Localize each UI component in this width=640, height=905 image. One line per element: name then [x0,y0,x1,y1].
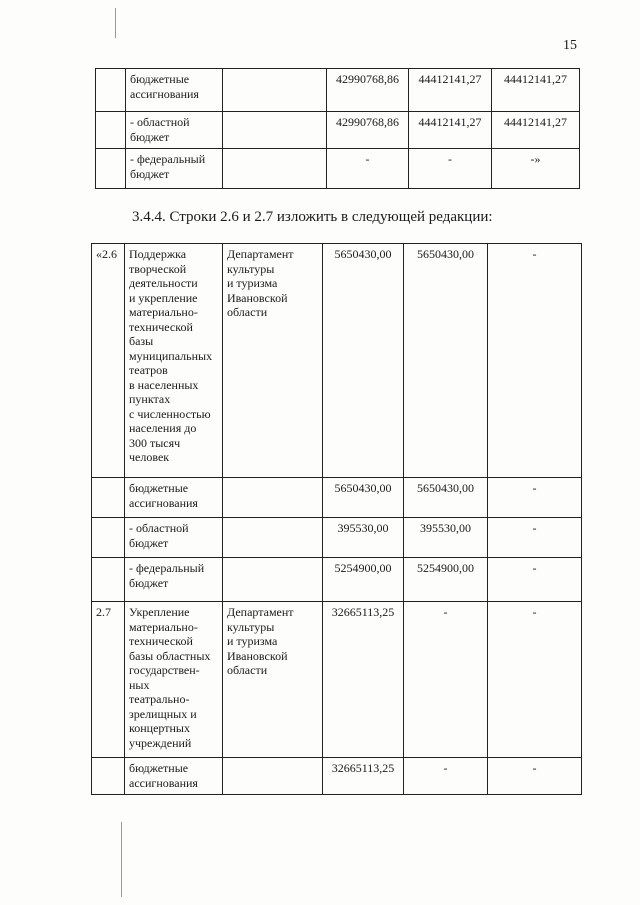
section-paragraph: 3.4.4. Строки 2.6 и 2.7 изложить в следующей редакции: [132,209,493,225]
row-name-cell [126,149,223,189]
value-cell-3: 44412141,27 [492,112,580,149]
row-name-cell-line: бюджетные [129,761,189,775]
department-cell-line: Департамент [227,605,294,619]
department-cell [223,69,327,112]
value-cell-1: 42990768,86 [327,69,409,112]
value-cell-1: 5650430,00 [323,478,404,518]
row-number-cell: 2.7 [92,602,125,758]
row-name-cell-line: базы областных [129,648,211,663]
row-name-cell-line: базы [129,334,154,348]
department-cell-line: области [227,305,268,319]
table-row [92,518,582,558]
row-name-cell-line: материально- [129,305,198,319]
row-name-cell-line: зрелищных и [129,706,197,721]
row-name-cell-line: технической [129,634,193,648]
row-name-cell-line: - федеральный [129,561,205,575]
row-name-cell-line: человек [129,450,170,464]
row-name-cell [125,478,223,518]
value-cell-2: 5650430,00 [404,478,488,518]
row-name-cell-line: муниципальных [129,348,213,363]
budget-table-main [91,243,582,795]
value-cell-2: 5650430,00 [404,244,488,478]
value-cell-3: -» [492,149,580,189]
table-row [92,244,582,478]
department-cell-line: культуры [227,619,275,634]
value-cell-3: 44412141,27 [492,69,580,112]
row-number-cell [92,558,125,602]
department-cell [223,112,327,149]
value-cell-3: - [488,602,582,758]
value-cell-1: 32665113,25 [323,758,404,795]
budget-table-top [95,68,580,189]
value-cell-2: 395530,00 [404,518,488,558]
row-name-cell-line: театрально- [129,692,190,706]
department-cell [223,244,323,478]
value-cell-1: 32665113,25 [323,602,404,758]
row-name-cell [125,602,223,758]
row-name-cell [125,758,223,795]
value-cell-3: - [488,758,582,795]
department-cell [223,478,323,518]
row-number-cell [92,758,125,795]
row-name-cell-line: бюджет [129,575,169,590]
page-number: 15 [563,38,577,53]
row-name-cell-line: материально- [129,619,198,634]
department-cell-line: Ивановской [227,290,288,305]
row-name-cell-line: - областной [129,521,189,535]
value-cell-3: - [488,518,582,558]
value-cell-2: 44412141,27 [409,69,492,112]
value-cell-1: - [327,149,409,189]
value-cell-1: 5254900,00 [323,558,404,602]
department-cell-line: области [227,663,268,677]
row-name-cell [126,112,223,149]
row-name-cell-line: учреждений [129,735,192,750]
row-name-cell-line: бюджет [130,129,170,144]
row-name-cell-line: ассигнования [130,86,199,101]
value-cell-2: - [404,602,488,758]
row-number-cell [96,69,126,112]
value-cell-3: - [488,244,582,478]
value-cell-3: - [488,478,582,518]
row-name-cell [125,518,223,558]
row-number-cell [92,518,125,558]
row-name-cell-line: бюджет [129,535,169,550]
department-cell-line: и туризма [227,276,278,290]
table-row [92,602,582,758]
value-cell-1: 395530,00 [323,518,404,558]
department-cell-line: Ивановской [227,648,288,663]
row-name-cell-line: государствен- [129,663,200,677]
value-cell-1: 42990768,86 [327,112,409,149]
department-cell [223,518,323,558]
row-name-cell-line: пунктах [129,392,171,406]
row-name-cell-line: творческой [129,261,187,276]
row-number-cell [92,478,125,518]
value-cell-2: - [409,149,492,189]
department-cell-line: Департамент [227,247,294,261]
department-cell [223,758,323,795]
scan-artifact-line [121,822,122,897]
row-name-cell-line: Поддержка [129,247,187,261]
row-name-cell-line: в населенных [129,377,199,392]
value-cell-2: 5254900,00 [404,558,488,602]
row-name-cell-line: ассигнования [129,495,198,510]
row-name-cell-line: ассигнования [129,775,198,790]
department-cell [223,149,327,189]
scan-artifact-line [115,8,116,38]
row-number-cell [96,149,126,189]
department-cell-line: культуры [227,261,275,276]
row-name-cell-line: ных [129,677,150,692]
row-number-cell: «2.6 [92,244,125,478]
row-number-cell [96,112,126,149]
row-name-cell-line: деятельности [129,276,198,290]
row-name-cell-line: бюджет [130,166,170,181]
row-name-cell-line: бюджетные [129,481,189,495]
row-name-cell-line: Укрепление [129,605,190,619]
table-row [96,69,580,112]
value-cell-3: - [488,558,582,602]
row-name-cell [125,558,223,602]
row-name-cell-line: населения до [129,421,197,435]
department-cell-line: и туризма [227,634,278,648]
table-row [96,112,580,149]
department-cell [223,558,323,602]
department-cell [223,602,323,758]
value-cell-2: 44412141,27 [409,112,492,149]
row-name-cell-line: концертных [129,721,190,735]
value-cell-1: 5650430,00 [323,244,404,478]
table-row [92,478,582,518]
row-name-cell-line: театров [129,363,168,377]
row-name-cell-line: бюджетные [130,72,190,86]
value-cell-2: - [404,758,488,795]
row-name-cell-line: 300 тысяч [129,435,181,450]
table-row [96,149,580,189]
row-name-cell [126,69,223,112]
row-name-cell-line: - федеральный [130,152,206,166]
row-name-cell-line: - областной [130,115,190,129]
row-name-cell [125,244,223,478]
table-row [92,758,582,795]
row-name-cell-line: и укрепление [129,290,198,305]
table-row [92,558,582,602]
row-name-cell-line: с численностью [129,406,211,421]
row-name-cell-line: технической [129,319,193,334]
